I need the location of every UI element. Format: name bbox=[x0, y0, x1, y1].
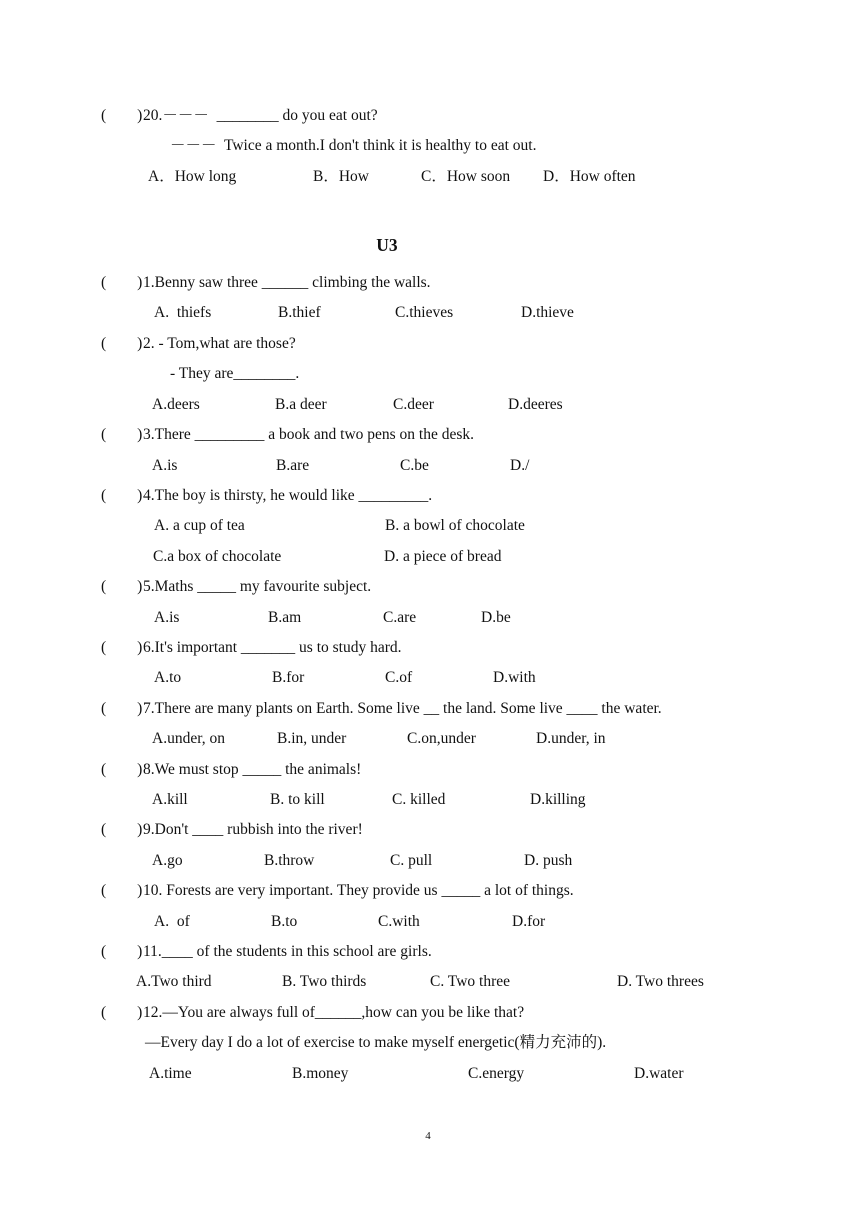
option-b: B. a bowl of chocolate bbox=[385, 517, 525, 534]
option-c: C. killed bbox=[392, 791, 446, 808]
question-20 bbox=[0, 105, 860, 127]
option-c: C．How soon bbox=[421, 168, 511, 185]
question-stem: 5.Maths _____ my favourite subject. bbox=[143, 578, 372, 595]
option-b: B. Two thirds bbox=[282, 973, 367, 990]
options-row bbox=[0, 789, 860, 811]
option-c: C.on,under bbox=[407, 730, 476, 747]
question-4 bbox=[0, 485, 860, 507]
answer-blank[interactable]: ( ) bbox=[101, 274, 143, 291]
option-b: B. to kill bbox=[270, 791, 325, 808]
option-a: A.deers bbox=[152, 396, 200, 413]
option-c: C.energy bbox=[468, 1065, 525, 1082]
question-2 bbox=[0, 333, 860, 355]
option-c: C. pull bbox=[390, 852, 433, 869]
options-row bbox=[0, 515, 860, 537]
answer-blank[interactable]: ( ) bbox=[101, 578, 143, 595]
option-a: A．How long bbox=[148, 168, 237, 185]
option-b: B.for bbox=[272, 669, 305, 686]
option-b: B.a deer bbox=[275, 396, 327, 413]
section-heading: U3 bbox=[376, 235, 398, 255]
option-d: D.water bbox=[634, 1065, 684, 1082]
option-d: D. a piece of bread bbox=[384, 548, 502, 565]
answer-blank[interactable]: ( ) bbox=[101, 426, 143, 443]
option-b: B.throw bbox=[264, 852, 315, 869]
option-d: D./ bbox=[510, 457, 530, 474]
option-a: A.Two third bbox=[136, 973, 212, 990]
options-row bbox=[0, 546, 860, 568]
question-stem: 7.There are many plants on Earth. Some live __ the land. Some live ____ the water. bbox=[143, 700, 662, 717]
option-a: A.is bbox=[154, 609, 180, 626]
question-9 bbox=[0, 819, 860, 841]
answer-blank[interactable]: ( ) bbox=[101, 882, 143, 899]
option-d: D.thieve bbox=[521, 304, 574, 321]
question-1 bbox=[0, 272, 860, 294]
option-a: A.go bbox=[152, 852, 183, 869]
option-b: B.thief bbox=[278, 304, 321, 321]
options-row bbox=[0, 728, 860, 750]
question-stem: 11.____ of the students in this school are girls. bbox=[143, 943, 432, 960]
answer-blank[interactable]: ( ) bbox=[101, 487, 143, 504]
option-a: A.to bbox=[154, 669, 182, 686]
option-a: A. thiefs bbox=[154, 304, 212, 321]
dialogue-line bbox=[0, 135, 860, 157]
option-d: D．How often bbox=[543, 168, 636, 185]
dialogue-line bbox=[0, 1032, 860, 1054]
answer-blank[interactable]: ( ) bbox=[101, 107, 143, 124]
option-d: D.be bbox=[481, 609, 511, 626]
question-stem: 6.It's important _______ us to study hard. bbox=[143, 639, 402, 656]
option-b: B.are bbox=[276, 457, 310, 474]
options-row bbox=[0, 971, 860, 993]
question-stem: 20.－－－ ________ do you eat out? bbox=[143, 107, 378, 124]
option-c: C.are bbox=[383, 609, 417, 626]
option-c: C.a box of chocolate bbox=[153, 548, 282, 565]
page-number: 4 bbox=[425, 1130, 431, 1142]
dialogue-text: - They are________. bbox=[170, 365, 300, 382]
option-c: C.of bbox=[385, 669, 413, 686]
option-a: A.under, on bbox=[152, 730, 225, 747]
option-c: C.thieves bbox=[395, 304, 454, 321]
option-a: A.is bbox=[152, 457, 178, 474]
question-stem: 2. - Tom,what are those? bbox=[143, 335, 296, 352]
question-stem: 8.We must stop _____ the animals! bbox=[143, 761, 362, 778]
option-c: C.be bbox=[400, 457, 429, 474]
answer-blank[interactable]: ( ) bbox=[101, 821, 143, 838]
options-row bbox=[0, 607, 860, 629]
options-row bbox=[0, 667, 860, 689]
option-b: B.am bbox=[268, 609, 302, 626]
options-row bbox=[0, 166, 860, 188]
option-d: D.killing bbox=[530, 791, 586, 808]
option-a: A. a cup of tea bbox=[154, 517, 245, 534]
options-row bbox=[0, 302, 860, 324]
question-3 bbox=[0, 424, 860, 446]
dialogue-text: —Every day I do a lot of exercise to make myself energetic(精力充沛的). bbox=[145, 1034, 607, 1051]
option-d: D.for bbox=[512, 913, 546, 930]
option-c: C.deer bbox=[393, 396, 434, 413]
option-d: D.under, in bbox=[536, 730, 606, 747]
dialogue-line bbox=[0, 363, 860, 385]
options-row bbox=[0, 911, 860, 933]
question-stem: 4.The boy is thirsty, he would like _________. bbox=[143, 487, 433, 504]
option-a: A.kill bbox=[152, 791, 188, 808]
answer-blank[interactable]: ( ) bbox=[101, 761, 143, 778]
option-d: D.with bbox=[493, 669, 536, 686]
option-b: B.money bbox=[292, 1065, 349, 1082]
dialogue-text: －－－ Twice a month.I don't think it is healthy to eat out. bbox=[170, 137, 537, 154]
option-b: B．How bbox=[313, 168, 369, 185]
question-stem: 10. Forests are very important. They provide us _____ a lot of things. bbox=[143, 882, 574, 899]
question-stem: 3.There _________ a book and two pens on the desk. bbox=[143, 426, 475, 443]
answer-blank[interactable]: ( ) bbox=[101, 335, 143, 352]
question-11 bbox=[0, 941, 860, 963]
option-a: A. of bbox=[154, 913, 190, 930]
question-7 bbox=[0, 698, 860, 720]
options-row bbox=[0, 1063, 860, 1085]
option-a: A.time bbox=[149, 1065, 192, 1082]
question-stem: 1.Benny saw three ______ climbing the walls. bbox=[143, 274, 431, 291]
options-row bbox=[0, 850, 860, 872]
option-d: D. Two threes bbox=[617, 973, 704, 990]
question-12 bbox=[0, 1002, 860, 1024]
question-8 bbox=[0, 759, 860, 781]
option-d: D. push bbox=[524, 852, 573, 869]
option-c: C. Two three bbox=[430, 973, 510, 990]
option-b: B.to bbox=[271, 913, 298, 930]
answer-blank[interactable]: ( ) bbox=[101, 700, 143, 717]
option-d: D.deeres bbox=[508, 396, 563, 413]
question-10 bbox=[0, 880, 860, 902]
question-stem: 12.—You are always full of______,how can you be like that? bbox=[143, 1004, 525, 1021]
option-c: C.with bbox=[378, 913, 420, 930]
answer-blank[interactable]: ( ) bbox=[101, 1004, 143, 1021]
question-5 bbox=[0, 576, 860, 598]
options-row bbox=[0, 455, 860, 477]
question-stem: 9.Don't ____ rubbish into the river! bbox=[143, 821, 363, 838]
option-b: B.in, under bbox=[277, 730, 347, 747]
answer-blank[interactable]: ( ) bbox=[101, 943, 143, 960]
options-row bbox=[0, 394, 860, 416]
answer-blank[interactable]: ( ) bbox=[101, 639, 143, 656]
question-6 bbox=[0, 637, 860, 659]
